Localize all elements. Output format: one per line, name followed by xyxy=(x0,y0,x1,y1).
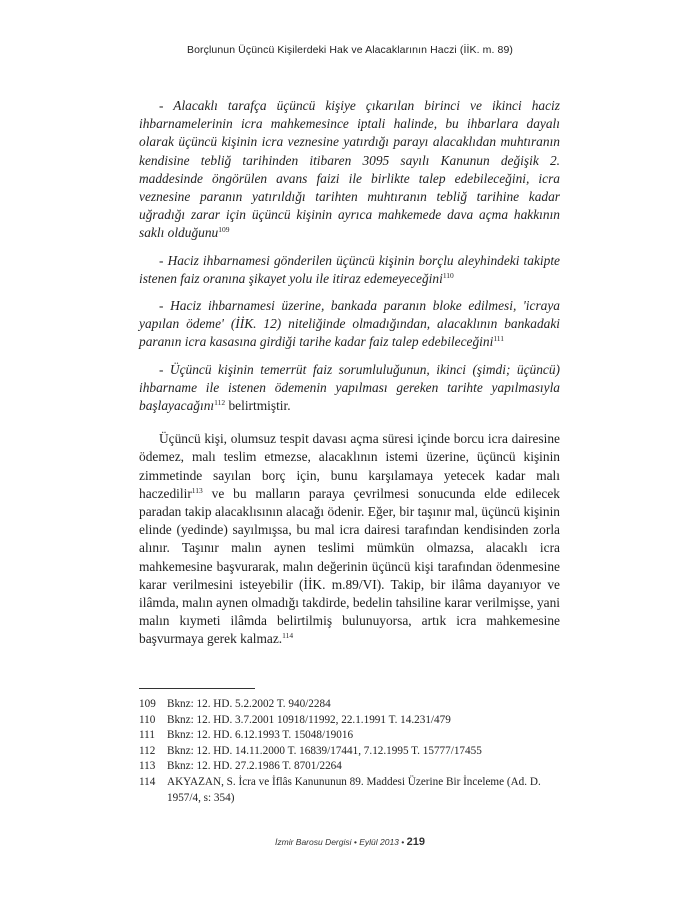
footnote-ref: 114 xyxy=(282,631,294,641)
quote-tail: belirtmiştir. xyxy=(225,398,291,414)
quote-text: - Üçüncü kişinin temerrüt faiz sorumluluğunun, ikinci (şimdi; üçüncü) ihbarname ile istenen ödemenin yapılması gereken tarihte yapılmasıyla başlayacağını xyxy=(139,361,560,414)
footnote-text: Bknz: 12. HD. 5.2.2002 T. 940/2284 xyxy=(167,698,331,710)
footnote-ref: 113 xyxy=(191,485,203,495)
quote-text: - Haciz ihbarnamesi üzerine, bankada paranın bloke edilmesi, 'icraya yapılan ödeme' (İİK. 12) niteliğinde olmadığından, alacaklının bankadaki paranın icra kasasına girdiği tarihe kadar faiz talep edebileceğini xyxy=(139,298,560,350)
footnote xyxy=(139,713,569,729)
footnote xyxy=(139,775,569,806)
paragraph-text-part2: ve bu malların paraya çevrilmesi sonucunda elde edilecek paradan takip alacaklısının alacağı ödenir. Eğer, bir taşınır mal, üçüncü kişinin elinde (yedinde) sayılmışsa, bu mal icra dairesi tarafından kendisinden zorla alınır. Taşınır malın aynen teslimi mümkün olmazsa, alacaklı icra mahkemesine başvurarak, malın değerinin üçüncü kişi tarafından ödenmesine karar verilmesini isteyebilir (İİK. m.89/VI). Takip, bir ilâma dayanıyor ve ilâmda, malın aynen olmadığı takdirde, bedelin tahsiline karar verilmişse, yani malın kıymeti ilâmda belirtilmiş bulunuyorsa, artık icra mahkemesine başvurmaya gerek kalmaz. xyxy=(139,485,560,647)
quote-paragraph xyxy=(139,252,560,288)
footnote-ref: 110 xyxy=(442,270,454,280)
footnote-divider xyxy=(139,688,255,689)
footnote-number: 109 xyxy=(139,698,156,710)
footnote-number: 111 xyxy=(139,729,155,742)
footnote-text: Bknz: 12. HD. 14.11.2000 T. 16839/17441, 7.12.1995 T. 15777/17455 xyxy=(167,744,482,757)
footnote xyxy=(139,759,569,775)
footnote-number: 112 xyxy=(139,744,156,757)
footnote-text: Bknz: 12. HD. 3.7.2001 10918/11992, 22.1.1991 T. 14.231/479 xyxy=(167,713,451,726)
body-text xyxy=(139,97,560,649)
footnote-ref: 109 xyxy=(218,225,230,235)
paragraph-text-part1: Üçüncü kişi, olumsuz tespit davası açma süresi içinde borcu icra dairesine ödemez, malı teslim etmezse, alacaklının istemi üzerine, üçüncü kişinin zimmetinde sayılan borç için, bunu karşılamaya yetecek kadar malı haczedilir xyxy=(139,431,560,501)
footnote-text: Bknz: 12. HD. 27.2.1986 T. 8701/2264 xyxy=(167,760,342,773)
footnote-number: 110 xyxy=(139,713,156,726)
footnote xyxy=(139,728,569,744)
footnote-text: Bknz: 12. HD. 6.12.1993 T. 15048/19016 xyxy=(167,729,354,742)
quote-paragraph xyxy=(139,361,560,416)
running-header: Borçlunun Üçüncü Kişilerdeki Hak ve Alacaklarının Haczi (İİK. m. 89) xyxy=(186,44,513,56)
main-paragraph xyxy=(139,430,560,648)
footnotes xyxy=(139,697,569,806)
page-number: 219 xyxy=(406,836,425,848)
quote-text: - Alacaklı tarafça üçüncü kişiye çıkarılan birinci ve ikinci haciz ihbarnamelerinin icra mahkemesince iptali halinde, bu ihbarlara dayalı olarak üçüncü kişinin icra veznesine yatırdığı parayı alacaklıdan muhtıranın kendisine tebliğ tarihinden itibaren 3095 sayılı Kanunun değişik 2. maddesinde öngörülen avans faizi ile birlikte talep edebileceğini, icra veznesine paranın yatırıldığı tarihten muhtıranın tebliğ tarihine kadar uğradığı zarar için üçüncü kişinin ayrıca mahkemede dava açma hakkının saklı olduğunu xyxy=(139,98,560,241)
quote-text: - Haciz ihbarnamesi gönderilen üçüncü kişinin borçlu aleyhindeki takipte istenen faiz oranına şikayet yolu ile itiraz edemeyeceğini xyxy=(139,252,560,286)
footnote-ref: 111 xyxy=(493,334,505,344)
page-footer xyxy=(200,836,500,848)
quote-paragraph xyxy=(139,297,560,352)
quote-paragraph xyxy=(139,97,560,243)
footnote-text: AKYAZAN, S. İcra ve İflâs Kanununun 89. Maddesi Üzerine Bir İnceleme (Ad. D. 1957/4, s: 354) xyxy=(167,775,541,804)
footnote-number: 114 xyxy=(139,775,156,788)
footnote-number: 113 xyxy=(139,760,156,773)
footnote xyxy=(139,697,569,713)
footnote xyxy=(139,744,569,760)
footnote-ref: 112 xyxy=(214,398,226,408)
journal-name: İzmir Barosu Dergisi • Eylül 2013 • xyxy=(275,837,405,847)
